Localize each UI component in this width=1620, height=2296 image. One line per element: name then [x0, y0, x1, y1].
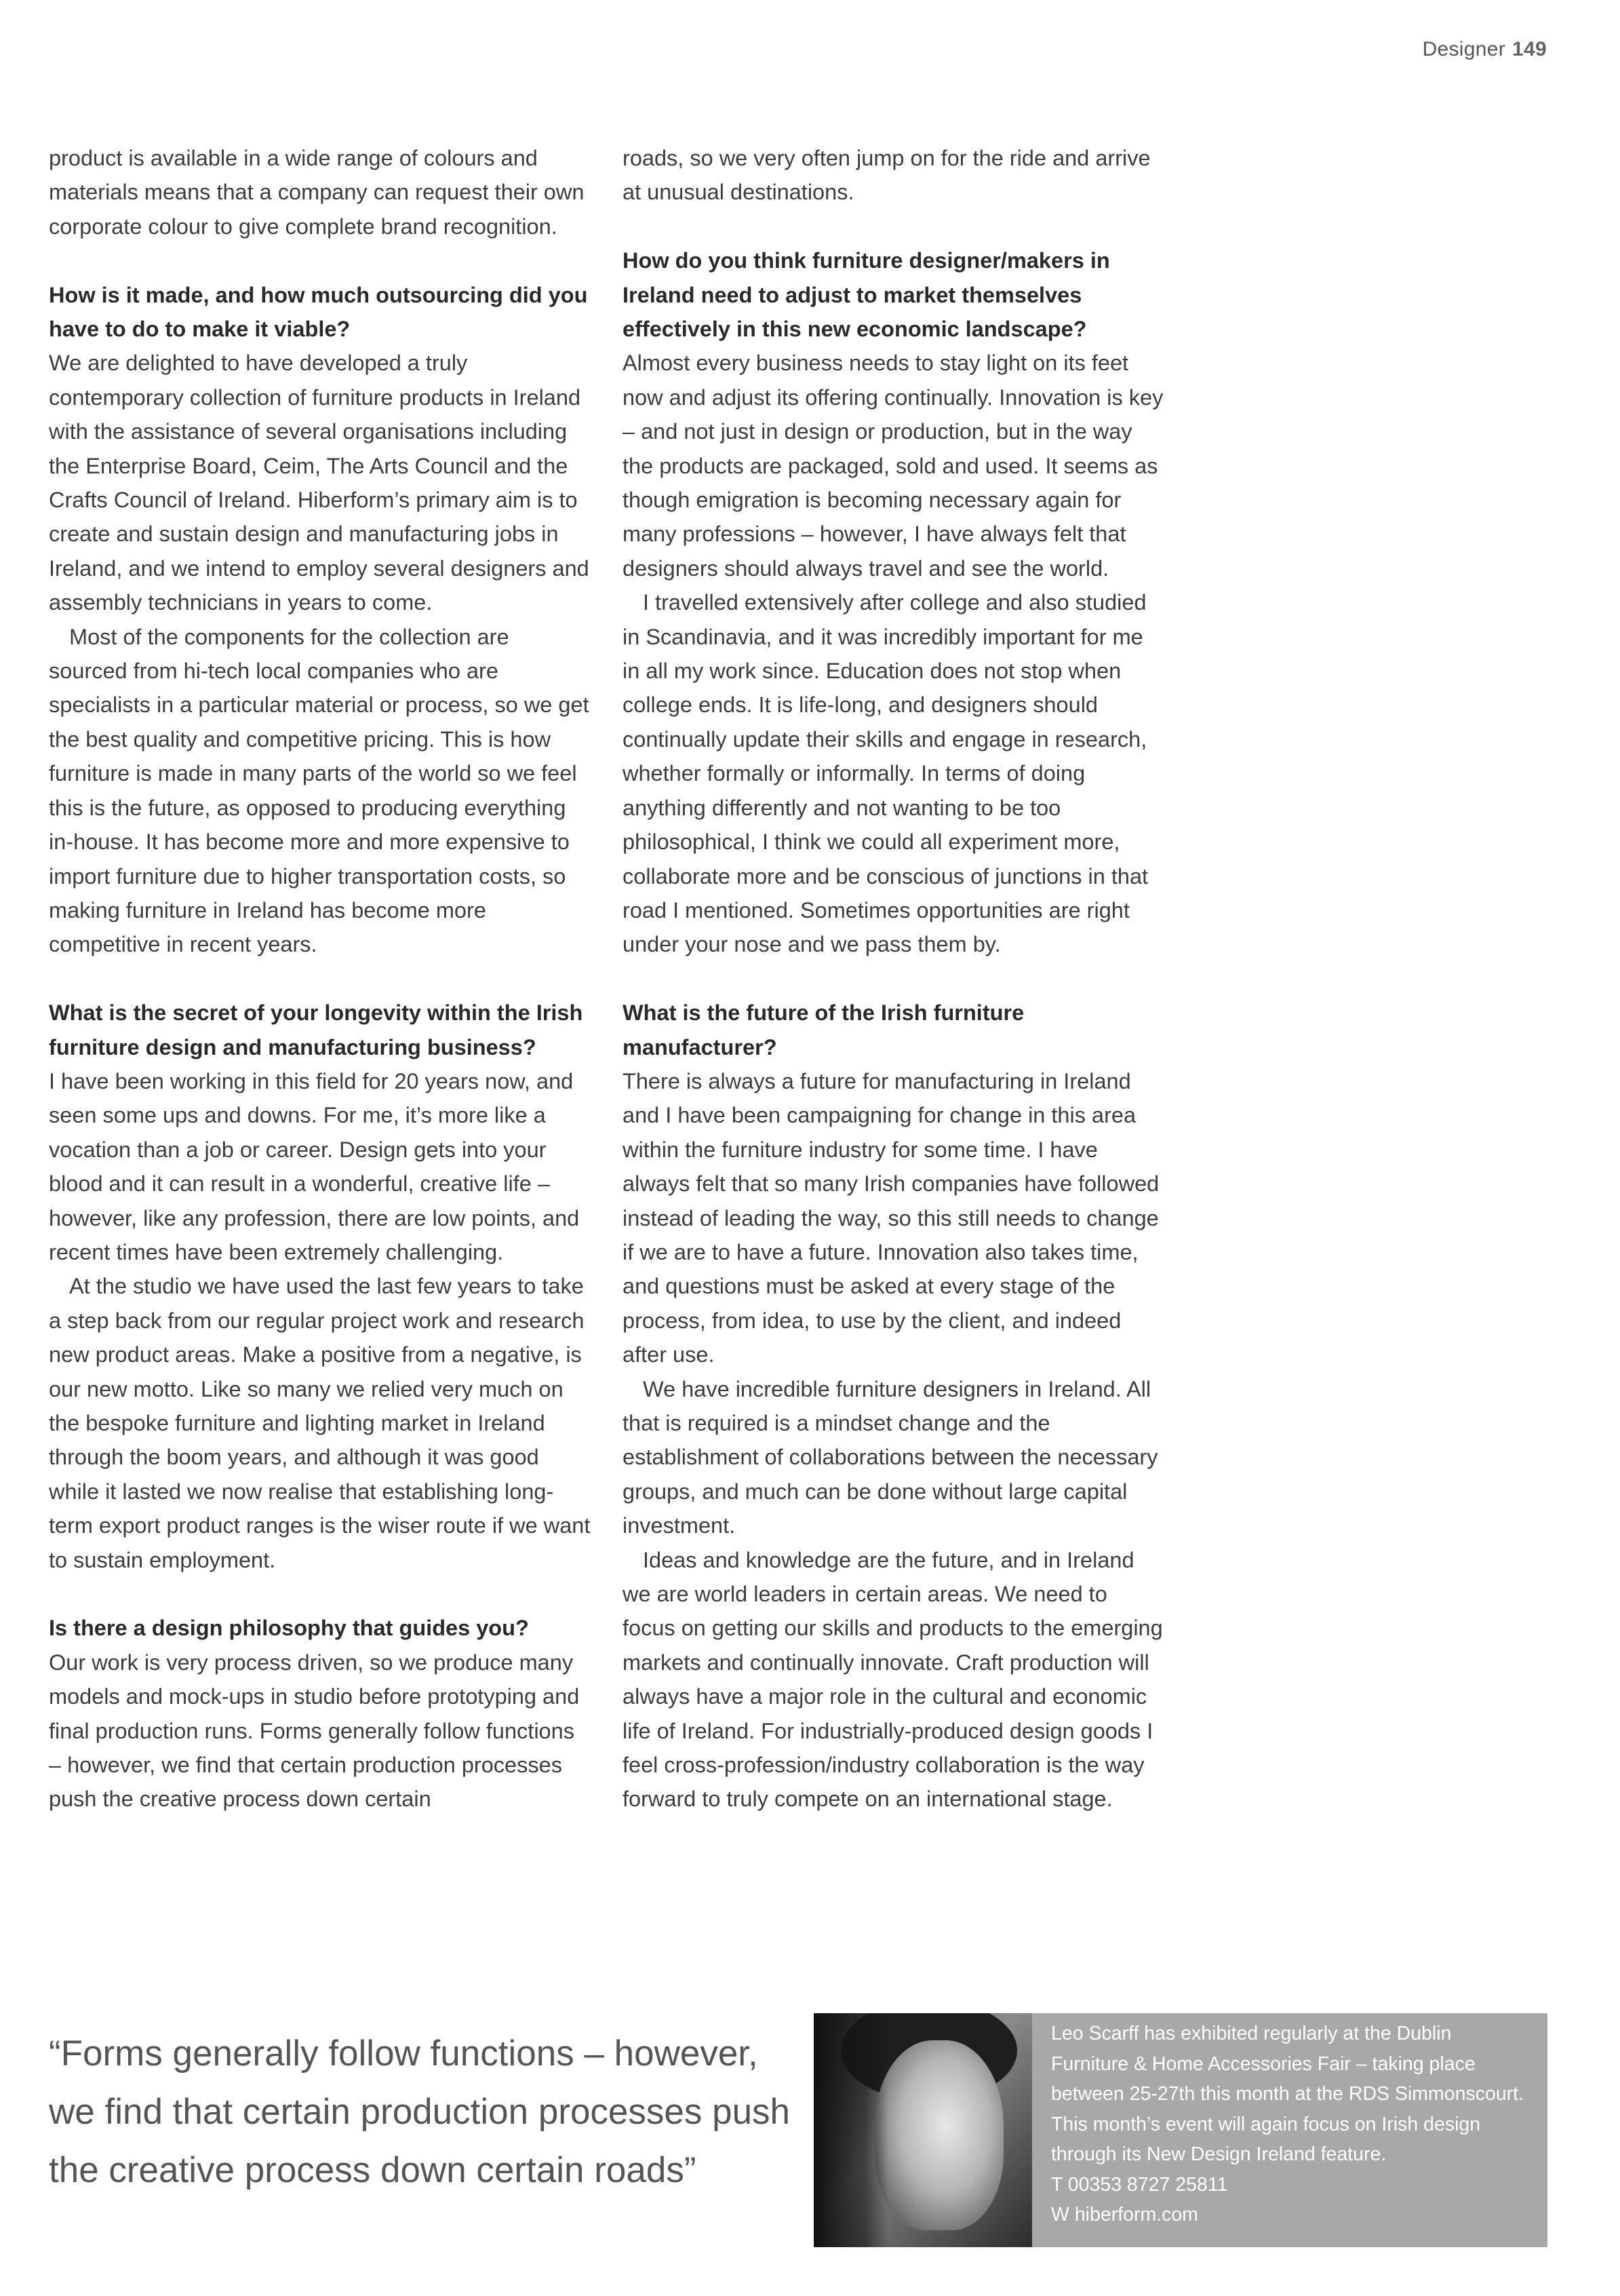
right-column — [623, 141, 1165, 1816]
answer-paragraph: roads, so we very often jump on for the ride and arrive at unusual destinations. — [623, 146, 1151, 205]
answer-paragraph: I have been working in this field for 20 years now, and seen some ups and downs. For me, it’s more like a vocation than a job or career. Design gets into your blood and it can result in a wonderful, creative life – however, like any profession, there are low points, and recent times have been extremely challenging. — [49, 1068, 580, 1264]
interview-question: What is the secret of your longevity within the Irish furniture design and manufacturing business? — [49, 1000, 583, 1059]
answer-paragraph: product is available in a wide range of colours and materials means that a company can request their own corporate colour to give complete brand recognition. — [49, 146, 585, 239]
answer-paragraph: Almost every business needs to stay light on its feet now and adjust its offering continually. Innovation is key – and not just in design or production, but in the way the products are packaged, sold and used. It seems as though emigration is becoming necessary again for many professions – however, I have always felt that designers should always travel and see the world. — [623, 351, 1164, 581]
paragraph-gap — [623, 210, 1165, 244]
portrait-shadow — [814, 2013, 888, 2247]
page-number: 149 — [1512, 38, 1547, 60]
section-name: Designer — [1422, 38, 1506, 60]
bio-phone: T 00353 8727 25811 — [1051, 2173, 1228, 2196]
bio-box — [814, 2013, 1547, 2247]
interview-question: How do you think furniture designer/makers in Ireland need to adjust to market themselves effectively in this new economic landscape? — [623, 248, 1110, 342]
pull-quote: “Forms generally follow functions – however, we find that certain production processes push the creative process down certain roads” — [49, 2034, 791, 2190]
interview-question: How is it made, and how much outsourcing did you have to do to make it viable? — [49, 282, 588, 342]
paragraph-gap — [623, 962, 1165, 996]
bio-text — [1051, 2019, 1533, 2230]
paragraph-gap — [49, 1577, 591, 1611]
paragraph-gap — [49, 244, 591, 277]
answer-paragraph: We are delighted to have developed a truly contemporary collection of furniture products in Ireland with the assistance of several organisations including the Enterprise Board, Ceim, The Arts Council and the Crafts Council of Ireland. Hiberform’s primary aim is to create and sustain design and manufacturing jobs in Ireland, and we intend to employ several designers and assembly technicians in years to come. — [49, 351, 589, 615]
answer-paragraph: There is always a future for manufacturing in Ireland and I have been campaigning for change in this area within the furniture industry for some time. I have always felt that so many Irish companies have followed instead of leading the way, so this still needs to change if we are to have a future. Innovation also takes time, and questions must be asked at every stage of the process, from idea, to use by the client, and indeed after use. — [623, 1068, 1160, 1367]
answer-paragraph: At the studio we have used the last few years to take a step back from our regular project work and research new product areas. Make a positive from a negative, is our new motto. Like so many we relied very much on the bespoke furniture and lighting market in Ireland through the boom years, and although it was good while it lasted we now realise that establishing long-term export product ranges is the wiser route if we want to sustain employment. — [49, 1274, 591, 1572]
designer-portrait-photo — [814, 2013, 1032, 2247]
answer-paragraph: Our work is very process driven, so we produce many models and mock-ups in studio before prototyping and final production runs. Forms generally follow functions – however, we find that certain production processes push the creative process down certain — [49, 1650, 580, 1812]
answer-paragraph: We have incredible furniture designers in Ireland. All that is required is a mindset change and the establishment of collaborations between the necessary groups, and much can be done without large capital investment. — [623, 1376, 1158, 1538]
answer-paragraph: Most of the components for the collection are sourced from hi-tech local companies who are specialists in a particular material or process, so we get the best quality and competitive pricing. This is how furniture is made in many parts of the world so we feel this is the future, as opposed to producing everything in-house. It has become more and more expensive to import furniture due to higher transportation costs, so making furniture in Ireland has become more competitive in recent years. — [49, 624, 589, 957]
bio-paragraph: Leo Scarff has exhibited regularly at the Dublin Furniture & Home Accessories Fair – taking place between 25-27th this month at the RDS Simmonscourt. This month’s event will again focus on Irish design through its New Design Ireland feature. — [1051, 2023, 1524, 2165]
portrait-face-shape — [875, 2040, 1004, 2230]
left-column — [49, 141, 591, 1816]
answer-paragraph: I travelled extensively after college and also studied in Scandinavia, and it was incredibly important for me in all my work since. Education does not stop when college ends. It is life-long, and designers should continually update their skills and engage in research, whether formally or informally. In terms of doing anything differently and not wanting to be too philosophical, I think we could all experiment more, collaborate more and be conscious of junctions in that road I mentioned. Sometimes opportunities are right under your nose and we pass them by. — [623, 590, 1149, 957]
interview-question: What is the future of the Irish furniture manufacturer? — [623, 1000, 1025, 1059]
interview-question: Is there a design philosophy that guides you? — [49, 1616, 529, 1641]
answer-paragraph: Ideas and knowledge are the future, and in Ireland we are world leaders in certain areas. We need to focus on getting our skills and products to the emerging markets and continually innovate. Craft production will always have a major role in the cultural and economic life of Ireland. For industrially-produced design goods I feel cross-profession/industry collaboration is the way forward to truly compete on an international stage. — [623, 1547, 1163, 1812]
bio-website: W hiberform.com — [1051, 2204, 1198, 2225]
paragraph-gap — [49, 962, 591, 996]
running-header — [1423, 38, 1547, 61]
